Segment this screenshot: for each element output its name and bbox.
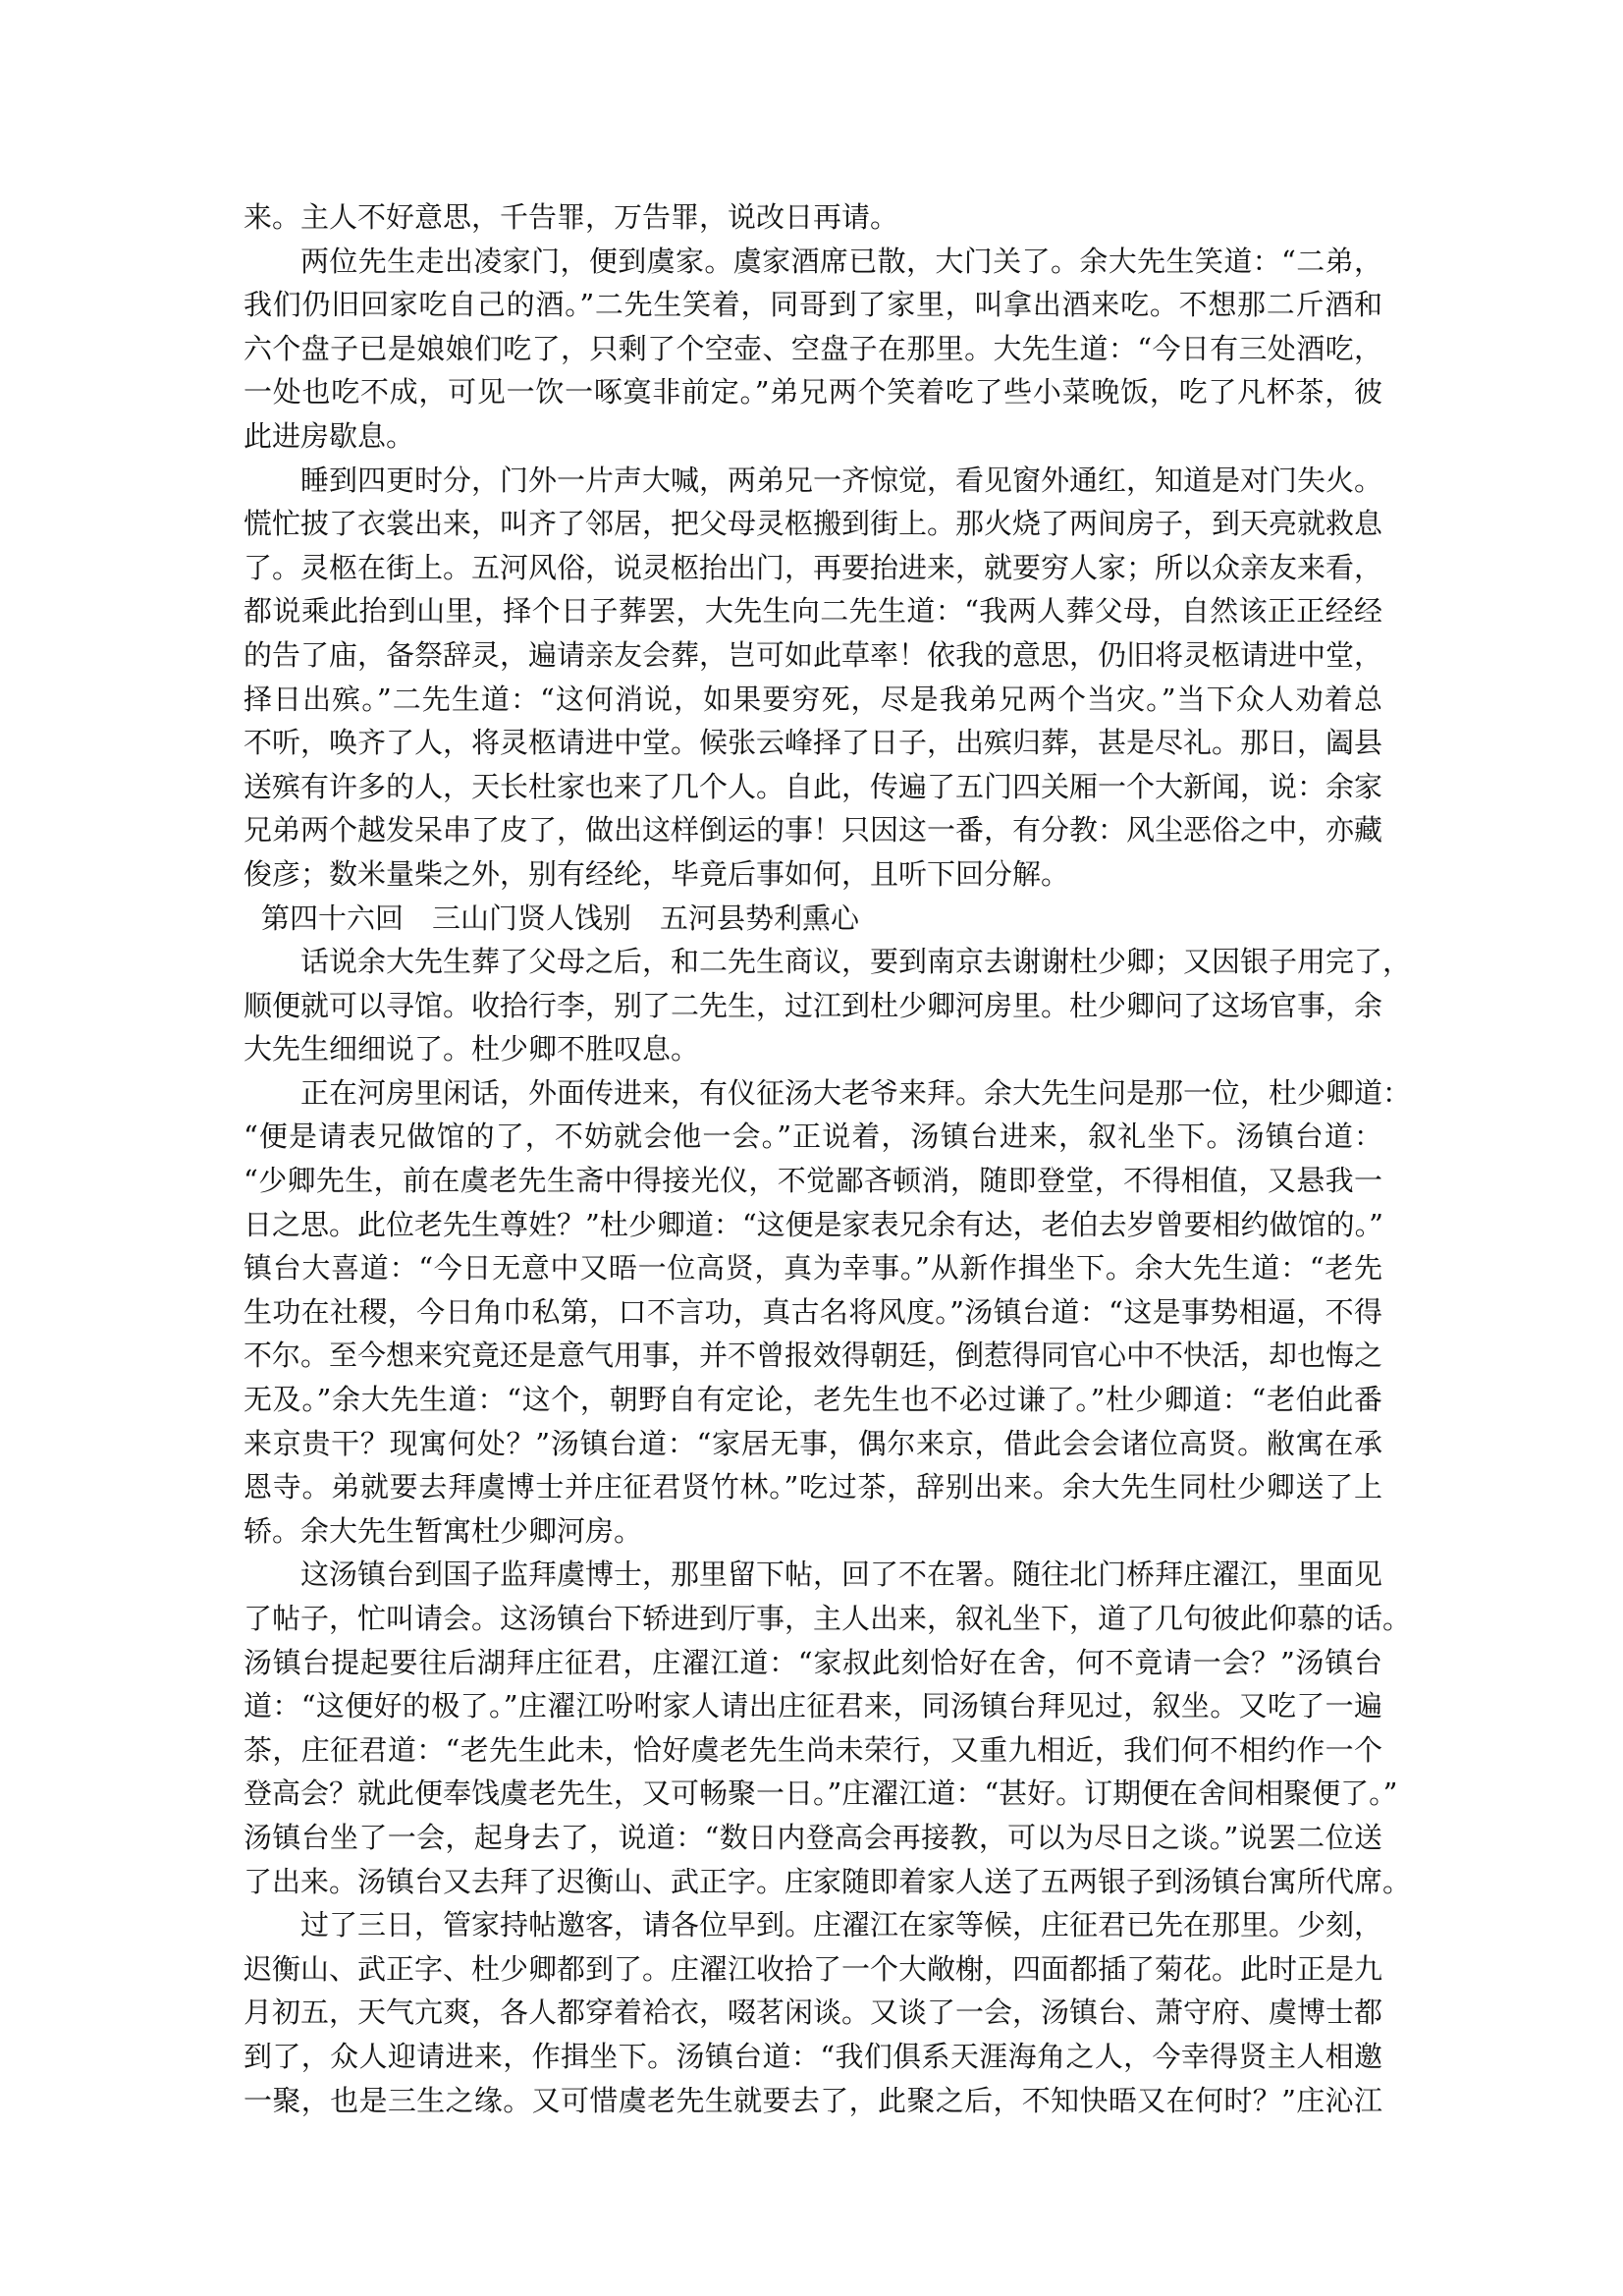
text-line: 无及。”余大先生道：“这个，朝野自有定论，老先生也不必过谦了。”杜少卿道：“老伯此番 <box>243 1383 1382 1417</box>
text-line: 过了三日，管家持帖邀客，请各位早到。庄濯江在家等候，庄征君已先在那里。少刻， <box>300 1908 1383 1942</box>
text-line: 生功在社稷，今日角巾私第，口不言功，真古名将风度。”汤镇台道：“这是事势相逼，不得 <box>243 1294 1382 1329</box>
text-line: “少卿先生，前在虞老先生斋中得接光仪，不觉鄙吝顿消，随即登堂，不得相值，又悬我一 <box>243 1164 1382 1198</box>
text-line: 俊彦；数米量柴之外，别有经纶，毕竟后事如何，且听下回分解。 <box>243 856 1070 891</box>
text-line: 了。灵柩在街上。五河风俗，说灵柩抬出门，再要抬进来，就要穷人家；所以众亲友来看， <box>243 550 1383 584</box>
text-line: 镇台大喜道：“今日无意中又晤一位高贤，真为幸事。”从新作揖坐下。余大先生道：“老先 <box>243 1251 1382 1285</box>
document-page <box>243 195 1412 2122</box>
text-line: 月初五，天气亢爽，各人都穿着袷衣，啜茗闲谈。又谈了一会，汤镇台、萧守府、虞博士都 <box>243 1995 1383 2030</box>
text-line: 择日出殡。”二先生道：“这何消说，如果要穷死，尽是我弟兄两个当灾。”当下众人劝着总 <box>243 682 1382 716</box>
text-line: 汤镇台坐了一会，起身去了，说道：“数日内登高会再接教，可以为尽日之谈。”说罢二位送 <box>243 1820 1382 1854</box>
text-line: 登高会？就此便奉饯虞老先生，又可畅聚一日。”庄濯江道：“甚好。订期便在舍间相聚便了。” <box>243 1777 1398 1811</box>
text-line: 迟衡山、武正字、杜少卿都到了。庄濯江收拾了一个大敞榭，四面都插了菊花。此时正是九 <box>243 1951 1383 1986</box>
text-line: 一处也吃不成，可见一饮一啄寞非前定。”弟兄两个笑着吃了些小菜晚饭，吃了凡杯茶，彼 <box>243 375 1382 410</box>
text-line: 不尔。至今想来究竟还是意气用事，并不曾报效得朝廷，倒惹得同官心中不快活，却也悔之 <box>243 1339 1383 1373</box>
text-line: 道：“这便好的极了。”庄濯江吩咐家人请出庄征君来，同汤镇台拜见过，叙坐。又吃了一遍 <box>243 1689 1382 1723</box>
text-line: 茶，庄征君道：“老先生此未，恰好虞老先生尚未荣行，又重九相近，我们何不相约作一个 <box>243 1732 1382 1767</box>
text-line: 了帖子，忙叫请会。这汤镇台下轿进到厅事，主人出来，叙礼坐下，道了几句彼此仰慕的话。 <box>243 1602 1412 1635</box>
text-line: 汤镇台提起要往后湖拜庄征君，庄濯江道：“家叔此刻恰好在舍，何不竟请一会？”汤镇台 <box>243 1645 1382 1679</box>
text-line: 慌忙披了衣裳出来，叫齐了邻居，把父母灵柩搬到街上。那火烧了两间房子，到天亮就救息 <box>243 507 1383 541</box>
text-line: 六个盘子已是娘娘们吃了，只剩了个空壶、空盘子在那里。大先生道：“今日有三处酒吃， <box>243 331 1382 365</box>
text-line: 都说乘此抬到山里，择个日子葬罢，大先生向二先生道：“我两人葬父母，自然该正正经经 <box>243 594 1382 629</box>
text-line: 恩寺。弟就要去拜虞博士并庄征君贤竹林。”吃过茶，辞别出来。余大先生同杜少卿送了上 <box>243 1470 1382 1504</box>
text-line: 顺便就可以寻馆。收拾行李，别了二先生，过江到杜少卿河房里。杜少卿问了这场官事，余 <box>243 988 1383 1022</box>
text-line: 睡到四更时分，门外一片声大喊，两弟兄一齐惊觉，看见窗外通红，知道是对门失火。 <box>300 463 1383 497</box>
text-line: 两位先生走出凌家门，便到虞家。虞家酒席已散，大门关了。余大先生笑道：“二弟， <box>300 244 1382 278</box>
text-line: 正在河房里闲话，外面传进来，有仪征汤大老爷来拜。余大先生问是那一位，杜少卿道： <box>300 1075 1412 1110</box>
text-line: 大先生细细说了。杜少卿不胜叹息。 <box>243 1032 700 1066</box>
text-line: 我们仍旧回家吃自己的酒。”二先生笑着，同哥到了家里，叫拿出酒来吃。不想那二斤酒和 <box>243 288 1382 322</box>
text-line: 送殡有许多的人，天长杜家也来了几个人。自此，传遍了五门四关厢一个大新闻，说：余家 <box>243 769 1383 803</box>
text-line: 不听，唤齐了人，将灵柩请进中堂。候张云峰择了日子，出殡归葬，甚是尽礼。那日，阖县 <box>243 726 1383 760</box>
text-line: 一聚，也是三生之缘。又可惜虞老先生就要去了，此聚之后，不知快晤又在何时？”庄沁江 <box>243 2083 1382 2117</box>
text-line: 轿。余大先生暂寓杜少卿河房。 <box>243 1513 643 1548</box>
text-line: 了出来。汤镇台又去拜了迟衡山、武正字。庄家随即着家人送了五两银子到汤镇台寓所代席。 <box>243 1864 1412 1898</box>
text-line: “便是请表兄做馆的了，不妨就会他一会。”正说着，汤镇台进来，叙礼坐下。汤镇台道： <box>243 1120 1382 1154</box>
text-line: 日之思。此位老先生尊姓？”杜少卿道：“这便是家表兄余有达，老伯去岁曾要相约做馆的。” <box>243 1207 1383 1241</box>
text-line: 此进房歇息。 <box>243 418 415 453</box>
text-line: 这汤镇台到国子监拜虞博士，那里留下帖，回了不在署。随往北门桥拜庄濯江，里面见 <box>300 1558 1383 1592</box>
text-line: 兄弟两个越发呆串了皮了，做出这样倒运的事！只因这一番，有分教：风尘恶俗之中，亦藏 <box>243 813 1383 847</box>
text-line: 的告了庙，备祭辞灵，遍请亲友会葬，岂可如此草率！依我的意思，仍旧将灵柩请进中堂， <box>243 637 1383 672</box>
chapter-heading: 第四十六回 三山门贤人饯别 五河县势利熏心 <box>261 901 860 935</box>
text-line: 话说余大先生葬了父母之后，和二先生商议，要到南京去谢谢杜少卿；又因银子用完了， <box>300 945 1412 979</box>
text-line: 来京贵干？现寓何处？”汤镇台道：“家居无事，偶尔来京，借此会会诸位高贤。敝寓在承 <box>243 1426 1382 1460</box>
text-line: 到了，众人迎请进来，作揖坐下。汤镇台道：“我们俱系天涯海角之人，今幸得贤主人相邀 <box>243 2039 1382 2073</box>
text-line: 来。主人不好意思，千告罪，万告罪，说改日再请。 <box>243 200 899 234</box>
